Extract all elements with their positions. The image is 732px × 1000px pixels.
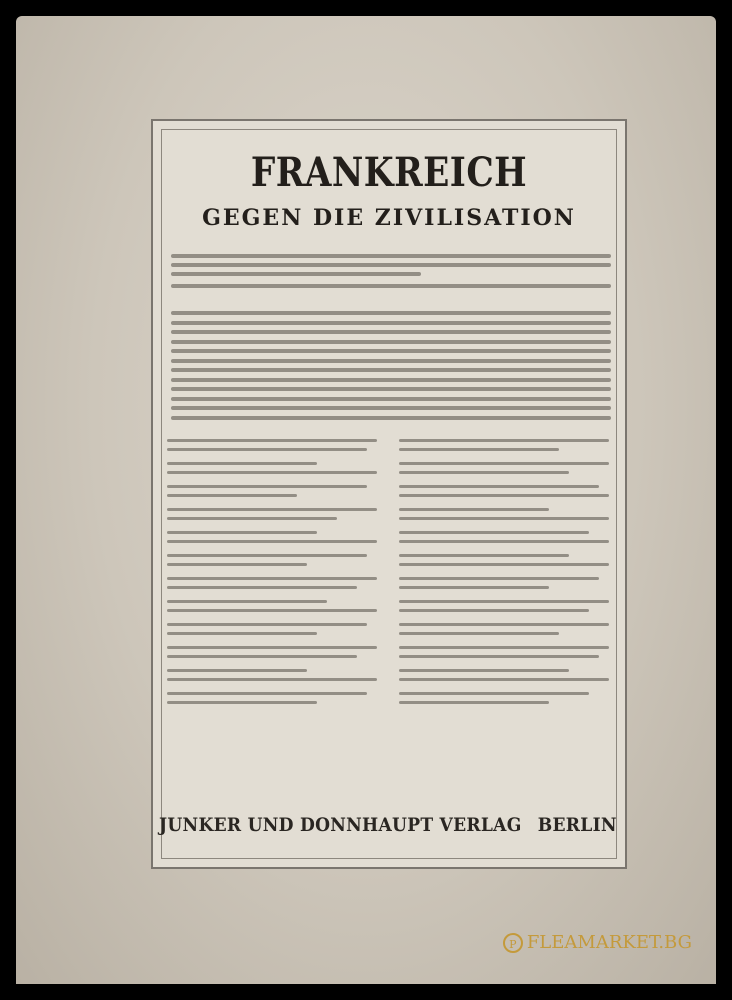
coin-icon: P: [503, 933, 523, 953]
illegible-text-line: [171, 416, 611, 420]
illegible-text-line: [399, 563, 609, 566]
illegible-text-line: [399, 448, 559, 451]
illegible-text-line: [399, 471, 569, 474]
illegible-text-line: [167, 623, 367, 626]
illegible-text-line: [171, 330, 611, 334]
document-page: [151, 119, 627, 869]
document-title: FRANKREICH: [250, 149, 528, 196]
illegible-text-line: [399, 655, 599, 658]
watermark-text: FLEAMARKET.BG: [526, 932, 692, 953]
publisher-city: BERLIN: [538, 814, 617, 836]
illegible-text-line: [167, 701, 317, 704]
illegible-text-line: [171, 254, 611, 258]
illegible-text-line: [399, 554, 569, 557]
watermark: [503, 932, 692, 953]
illegible-text-line: [167, 517, 337, 520]
illegible-text-line: [399, 439, 609, 442]
illegible-text-line: [171, 311, 611, 315]
illegible-text-line: [167, 577, 377, 580]
illegible-text-line: [167, 462, 317, 465]
illegible-text-line: [399, 577, 599, 580]
illegible-text-line: [167, 471, 377, 474]
illegible-text-line: [399, 623, 609, 626]
illegible-text-line: [399, 632, 559, 635]
illegible-text-line: [167, 531, 317, 534]
illegible-text-line: [399, 600, 609, 603]
publisher-name: JUNKER UND DONNHAUPT VERLAG: [159, 814, 522, 836]
illegible-text-line: [167, 448, 367, 451]
illegible-text-line: [167, 609, 377, 612]
illegible-text-line: [167, 485, 367, 488]
illegible-text-line: [167, 646, 377, 649]
illegible-text-line: [399, 540, 609, 543]
illegible-text-line: [171, 263, 611, 267]
illegible-text-line: [171, 368, 611, 372]
illegible-text-line: [399, 692, 589, 695]
illegible-text-line: [399, 701, 549, 704]
illegible-text-line: [171, 349, 611, 353]
illegible-text-line: [171, 340, 611, 344]
illegible-text-line: [167, 508, 377, 511]
illegible-text-line: [171, 321, 611, 325]
illegible-text-line: [167, 494, 297, 497]
illegible-text-line: [167, 600, 327, 603]
document-subtitle: GEGEN DIE ZIVILISATION: [202, 205, 576, 231]
illegible-text-line: [171, 359, 611, 363]
illegible-text-line: [399, 508, 549, 511]
illegible-text-line: [167, 655, 357, 658]
illegible-text-line: [399, 494, 609, 497]
illegible-text-line: [167, 554, 367, 557]
illegible-text-line: [399, 669, 569, 672]
illegible-text-line: [167, 540, 377, 543]
illegible-text-line: [171, 406, 611, 410]
illegible-text-line: [167, 692, 367, 695]
illegible-text-line: [399, 462, 609, 465]
illegible-text-line: [399, 646, 609, 649]
illegible-text-line: [399, 586, 549, 589]
illegible-text-line: [171, 397, 611, 401]
illegible-text-line: [167, 678, 377, 681]
illegible-text-line: [399, 609, 589, 612]
illegible-text-line: [167, 669, 307, 672]
paper-background: [16, 16, 716, 984]
illegible-text-line: [171, 378, 611, 382]
illegible-text-line: [399, 485, 599, 488]
illegible-text-line: [171, 272, 421, 276]
illegible-text-line: [167, 439, 377, 442]
illegible-text-line: [167, 586, 357, 589]
illegible-text-line: [399, 678, 609, 681]
illegible-text-line: [167, 632, 317, 635]
illegible-text-line: [171, 284, 611, 288]
illegible-text-line: [171, 387, 611, 391]
illegible-text-line: [167, 563, 307, 566]
illegible-text-line: [399, 531, 589, 534]
illegible-text-line: [399, 517, 609, 520]
